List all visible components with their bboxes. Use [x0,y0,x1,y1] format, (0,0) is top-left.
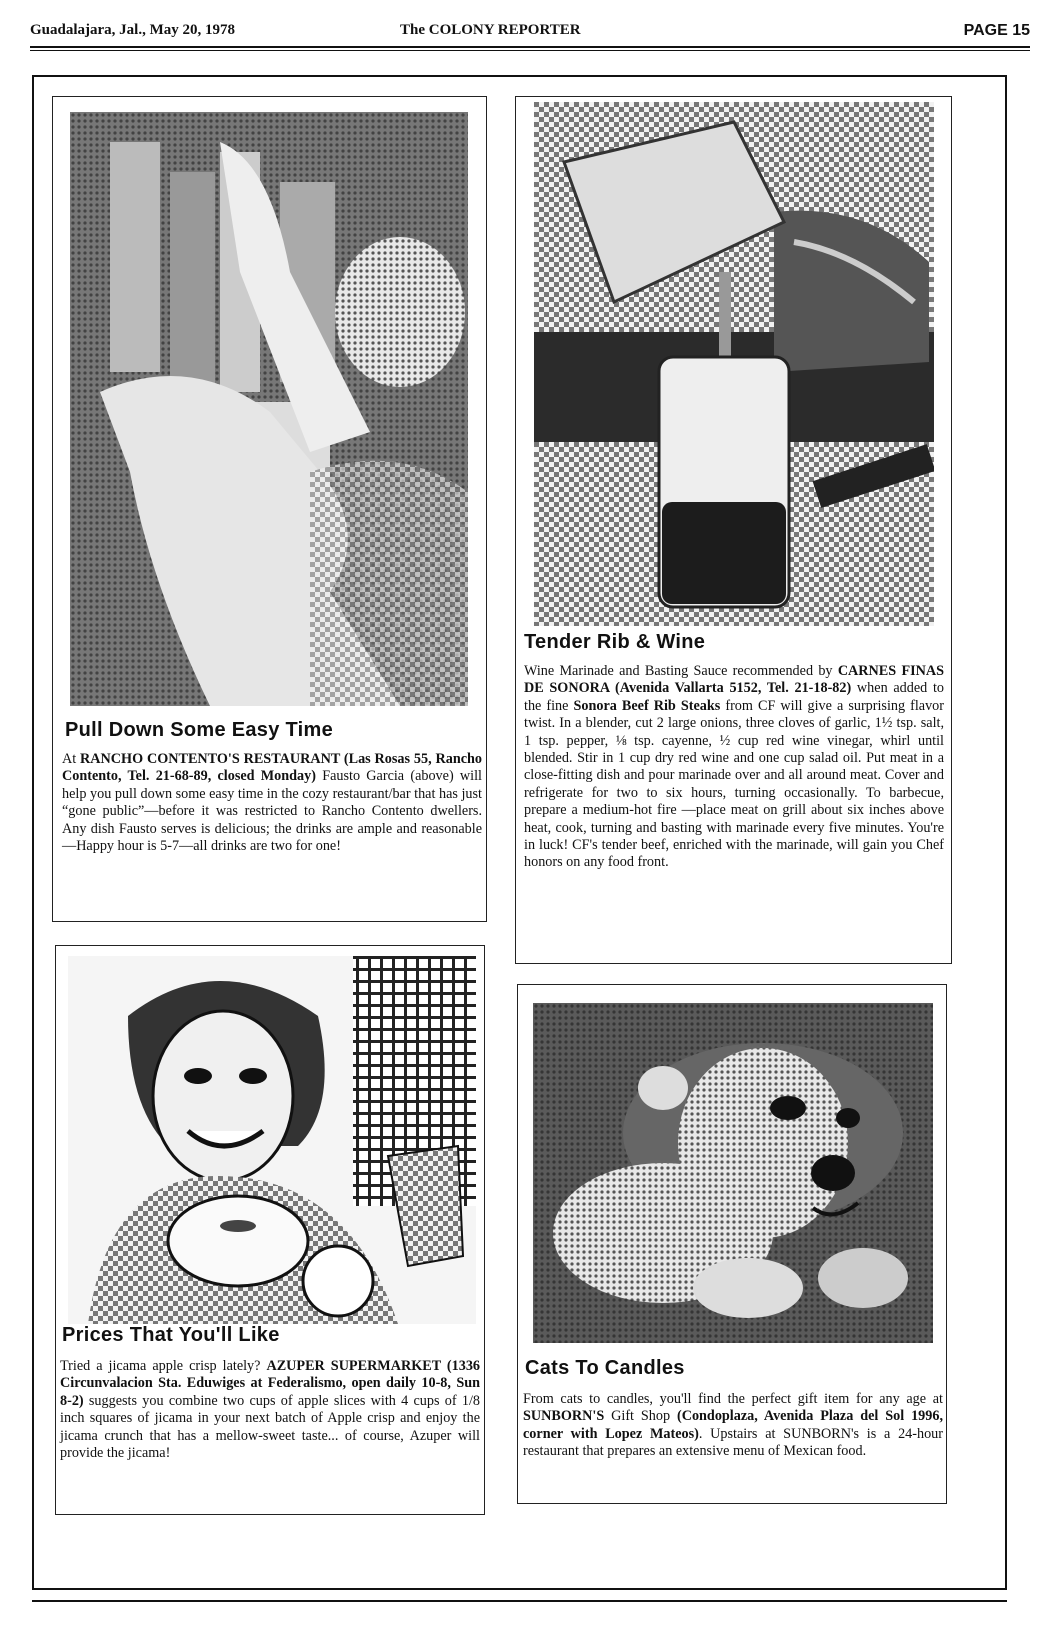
body-segment: Gift Shop [604,1408,677,1425]
headline-prices: Prices That You'll Like [62,1324,280,1346]
footer-rule [32,1600,1007,1602]
body-bold-segment: Sonora Beef Rib Steaks [573,697,721,714]
body-segment: Fausto Garcia (above) will help you pull down some easy time in the cozy restaurant/bar that has just “gone public”—before it was restricted to Rancho Contento dwellers. Any dish Fausto serves is delicious; the drinks are ample and reasonable—Happy hour is 5-7—all drinks are two for one! [62,768,482,855]
article-box-easy-time [52,96,487,922]
article-box-cats [517,984,947,1504]
body-segment: from CF will give a surprising flavor twist. In a blender, cut 2 large onions, three cloves of garlic, 1½ tsp. salt, 1 tsp. pepper, ⅛ tsp. cayenne, ½ cup red wine vinegar, whirl until blended. Stir in 1 cup dry red wine and one cup salad oil. Put meat in a close-fitting dish and pour marinade over and all around meat. Cover and refrigerate for two to six hours, turning occasionally. To barbecue, prepare a medium-hot fire —place meat on grill about six inches above heat, cook, turning and basting with marinade every five minutes. You're in luck! CF's tender beef, enriched with the marinade, will gain you Chef honors on any food front. [524,697,945,871]
photo-bartender-with-bottles [70,112,468,706]
body-prices [60,1358,480,1462]
body-segment: when added to the fine [524,680,944,714]
dateline: Guadalajara, Jal., May 20, 1978 [30,22,235,38]
body-cats [523,1391,943,1461]
body-bold-segment: (Condoplaza, Avenida Plaza del Sol 1996, corner with Lopez Mateos) [523,1408,943,1442]
article-box-prices [55,945,485,1515]
masthead-rule-thin [30,50,1030,51]
body-tender-rib [524,663,944,872]
photo-stuffed-toy-lion [533,1003,933,1343]
body-bold-segment: SUNBORN'S [523,1408,605,1425]
body-easy-time [62,751,482,855]
headline-easy-time: Pull Down Some Easy Time [65,719,334,741]
article-box-tender-rib [515,96,952,964]
headline-cats: Cats To Candles [525,1357,685,1379]
photo-woman-with-pineapple-and-cake [68,956,476,1324]
headline-tender-rib: Tender Rib & Wine [524,631,706,653]
body-segment: . Upstairs at SUNBORN's is a 24-hour restaurant that prepares an extensive menu of Mexican food. [523,1425,943,1460]
masthead-rule [30,46,1030,48]
masthead [30,18,1030,42]
paper-title: The COLONY REPORTER [400,22,581,38]
body-segment: From cats to candles, you'll find the perfect gift item for any age at [523,1391,943,1407]
body-segment: suggests you combine two cups of apple slices with 4 cups of 1/8 inch squares of jicama in your next batch of Apple crisp and enjoy the jicama crunch that has a mellow-sweet taste... of course, Azuper will provide the jicama! [60,1392,480,1462]
photo-marinade-jar-and-steaks [534,102,934,626]
body-bold-segment: AZUPER SUPERMARKET (1336 Circunvalacion Sta. Eduwiges at Federalismo, open daily 10-8, Sun 8-2) [60,1358,481,1409]
body-segment: Wine Marinade and Basting Sauce recommended by [524,663,838,679]
body-bold-segment: RANCHO CONTENTO'S RESTAURANT (Las Rosas 55, Rancho Contento, Tel. 21-68-89, closed Monday) [62,751,482,785]
body-segment: Tried a jicama apple crisp lately? [60,1358,267,1374]
body-bold-segment: CARNES FINAS DE SONORA (Avenida Vallarta 5152, Tel. 21-18-82) [524,663,945,697]
page-number: PAGE 15 [963,22,1030,39]
body-segment: At [62,751,81,767]
